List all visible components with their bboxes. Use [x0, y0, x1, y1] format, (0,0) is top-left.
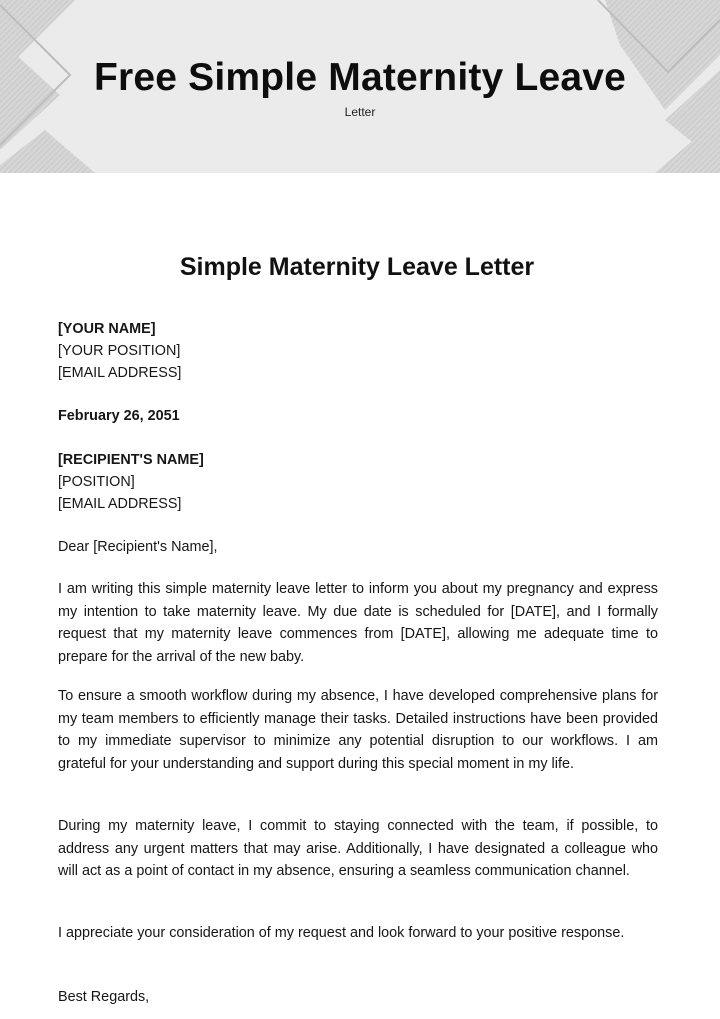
- banner-title: Free Simple Maternity Leave: [93, 56, 627, 99]
- header-banner: [0, 0, 720, 173]
- sender-block: [58, 318, 658, 384]
- body-paragraph-4: I appreciate your consideration of my request and look forward to your positive response.: [58, 925, 625, 941]
- recipient-name: [RECIPIENT'S NAME]: [58, 452, 204, 468]
- recipient-position: [POSITION]: [58, 474, 135, 490]
- banner-subtitle: Letter: [344, 105, 376, 119]
- body-paragraph-3: During my maternity leave, I commit to staying connected with the team, if possible, to address any urgent matters that may arise. Additionally, I have designated a colleague who will act as a point of contact in my absence, ensuring a seamless communication channel.: [58, 818, 658, 879]
- closing: Best Regards,: [58, 989, 150, 1005]
- sender-email: [EMAIL ADDRESS]: [58, 365, 182, 381]
- letter-title: Simple Maternity Leave Letter: [179, 253, 535, 281]
- body-paragraph-2: To ensure a smooth workflow during my absence, I have developed comprehensive plans for my team members to efficiently manage their tasks. Detailed instructions have been provided to my immediate supervisor to minimize any potential disruption to our workflows. I am grateful for your understanding and support during this special moment in my life.: [58, 688, 658, 772]
- body-paragraph-1: I am writing this simple maternity leave letter to inform you about my pregnancy and express my intention to take maternity leave. My due date is scheduled for [DATE], and I formally request that my maternity leave commences from [DATE], allowing me adequate time to prepare for the arrival of the new baby.: [58, 581, 658, 665]
- sender-position: [YOUR POSITION]: [58, 343, 181, 359]
- sender-name: [YOUR NAME]: [58, 321, 156, 337]
- recipient-block: [58, 449, 658, 515]
- recipient-email: [EMAIL ADDRESS]: [58, 496, 182, 512]
- letter-date: February 26, 2051: [58, 408, 180, 424]
- salutation: Dear [Recipient's Name],: [58, 539, 218, 555]
